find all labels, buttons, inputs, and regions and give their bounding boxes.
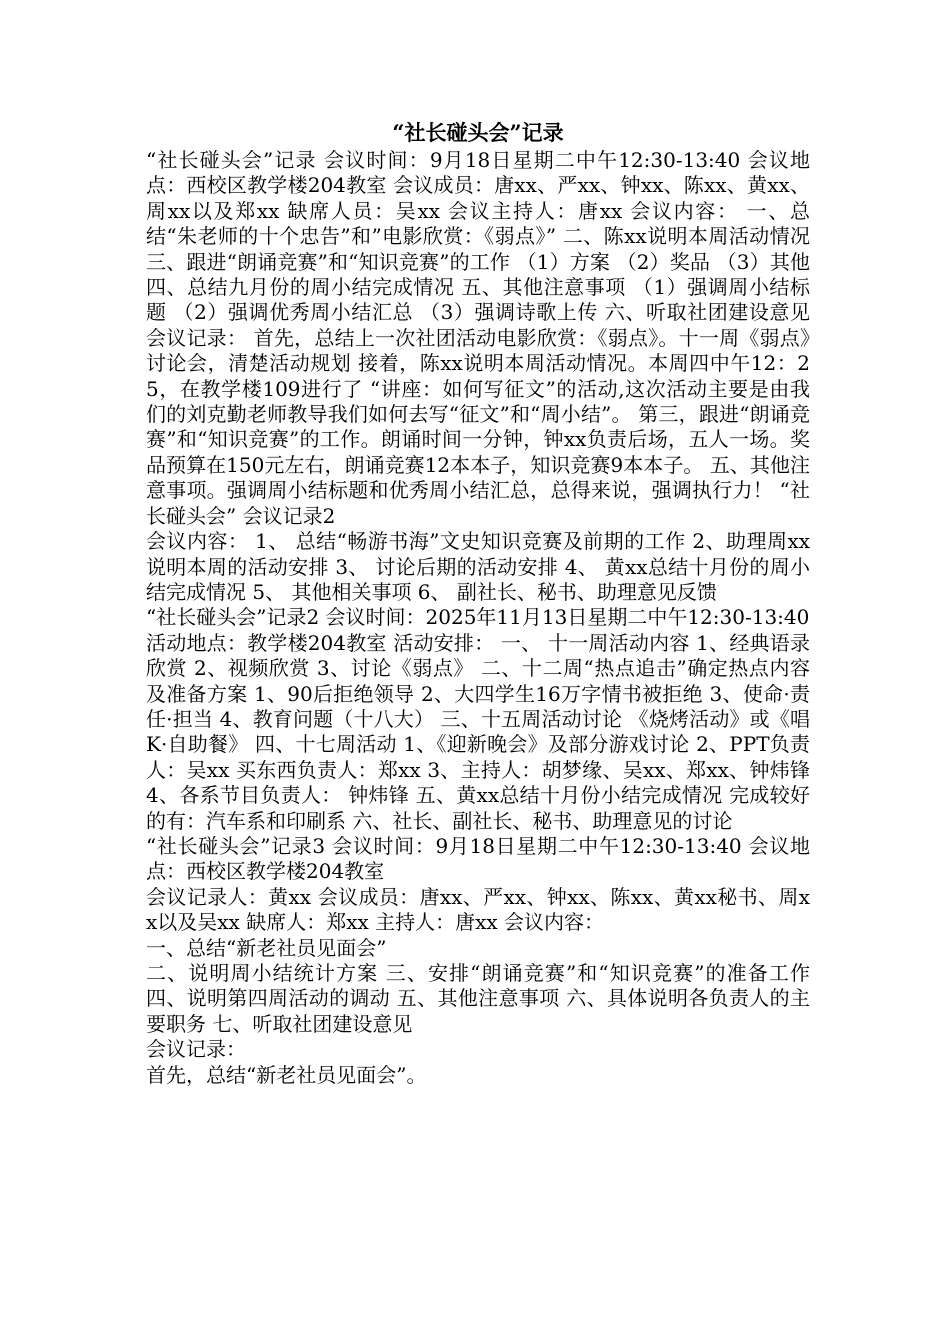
document-page (146, 118, 810, 1088)
paragraph-minutes-label: 会议记录： (146, 1037, 246, 1062)
paragraph-meeting-2-content: 会议内容： 1、 总结“畅游书海”文史知识竞赛及前期的工作 2、助理周xx说明本周的活动安排 3、 讨论后期的活动安排 4、 黄xx总结十月份的周小结完成情况 5、 其他相关事项 6、 副社长、秘书、助理意见反馈 (146, 529, 810, 604)
paragraph-meeting-2-time: “社长碰头会”记录2 会议时间：2025年11月13日星期二中午12:30-13:40 (146, 605, 810, 630)
paragraph-meeting-2-schedule: 活动地点：教学楼204教室 活动安排： 一、 十一周活动内容 1、经典语录欣赏 2、视频欣赏 3、讨论《弱点》 二、十二周“热点追击”确定热点内容及准备方案 1、90后拒绝领导 2、大四学生16万字情书被拒绝 3、使命·责任·担当 4、教育问题（十八大） 三、十五周活动讨论 《烧烤活动》或《唱K·自助餐》 四、十七周活动 1、《迎新晚会》及部分游戏讨论 2、PPT负责人：吴xx 买东西负责人：郑xx 3、主持人：胡梦缘、吴xx、郑xx、钟炜锋 4、各系节目负责人： 钟炜锋 五、黄xx总结十月份小结完成情况 完成较好的有：汽车系和印刷系 六、社长、副社长、秘书、助理意见的讨论 (146, 630, 810, 833)
document-title: “社长碰头会”记录 (392, 120, 564, 145)
paragraph-minutes-first: 首先，总结“新老社员见面会”。 (146, 1062, 427, 1087)
paragraph-meeting-3-time: “社长碰头会”记录3 会议时间：9月18日星期二中午12:30-13:40 会议地点：西校区教学楼204教室 (146, 833, 810, 884)
paragraph-meeting-1: “社长碰头会”记录 会议时间：9月18日星期二中午12:30-13:40 会议地点：西校区教学楼204教室 会议成员：唐xx、严xx、钟xx、陈xx、黄xx、周xx以及郑xx 缺席人员：吴xx 会议主持人：唐xx 会议内容： 一、总结“朱老师的十个忠告”和”电影欣赏：《弱点》” 二、陈xx说明本周活动情况 三、跟进“朗诵竞赛”和“知识竞赛”的工作 （1）方案 （2）奖品 （3）其他 四、总结九月份的周小结完成情况 五、其他注意事项 （1）强调周小结标题 （2）强调优秀周小结汇总 （3）强调诗歌上传 六、听取社团建设意见 会议记录： 首先，总结上一次社团活动电影欣赏：《弱点》。十一周《弱点》讨论会，清楚活动规划 接着，陈xx说明本周活动情况。本周四中午12：25，在教学楼109进行了 “讲座：如何写征文”的活动,这次活动主要是由我们的刘克勤老师教导我们如何去写“征文”和“周小结”。 第三，跟进“朗诵竞赛”和“知识竞赛”的工作。朗诵时间一分钟，钟xx负责后场，五人一场。奖品预算在150元左右，朗诵竞赛12本本子，知识竞赛9本本子。 五、其他注意事项。强调周小结标题和优秀周小结汇总，总得来说，强调执行力！ “社长碰头会” 会议记录2 (146, 148, 810, 528)
paragraph-meeting-3-items: 二、说明周小结统计方案 三、安排“朗诵竞赛”和“知识竞赛”的准备工作 四、说明第四周活动的调动 五、其他注意事项 六、具体说明各负责人的主要职务 七、听取社团建设意见 (146, 961, 810, 1036)
paragraph-meeting-3-members: 会议记录人：黄xx 会议成员：唐xx、严xx、钟xx、陈xx、黄xx秘书、周xx以及吴xx 缺席人：郑xx 主持人：唐xx 会议内容： (146, 884, 810, 935)
paragraph-meeting-3-item-1: 一、总结“新老社员见面会” (146, 935, 387, 960)
